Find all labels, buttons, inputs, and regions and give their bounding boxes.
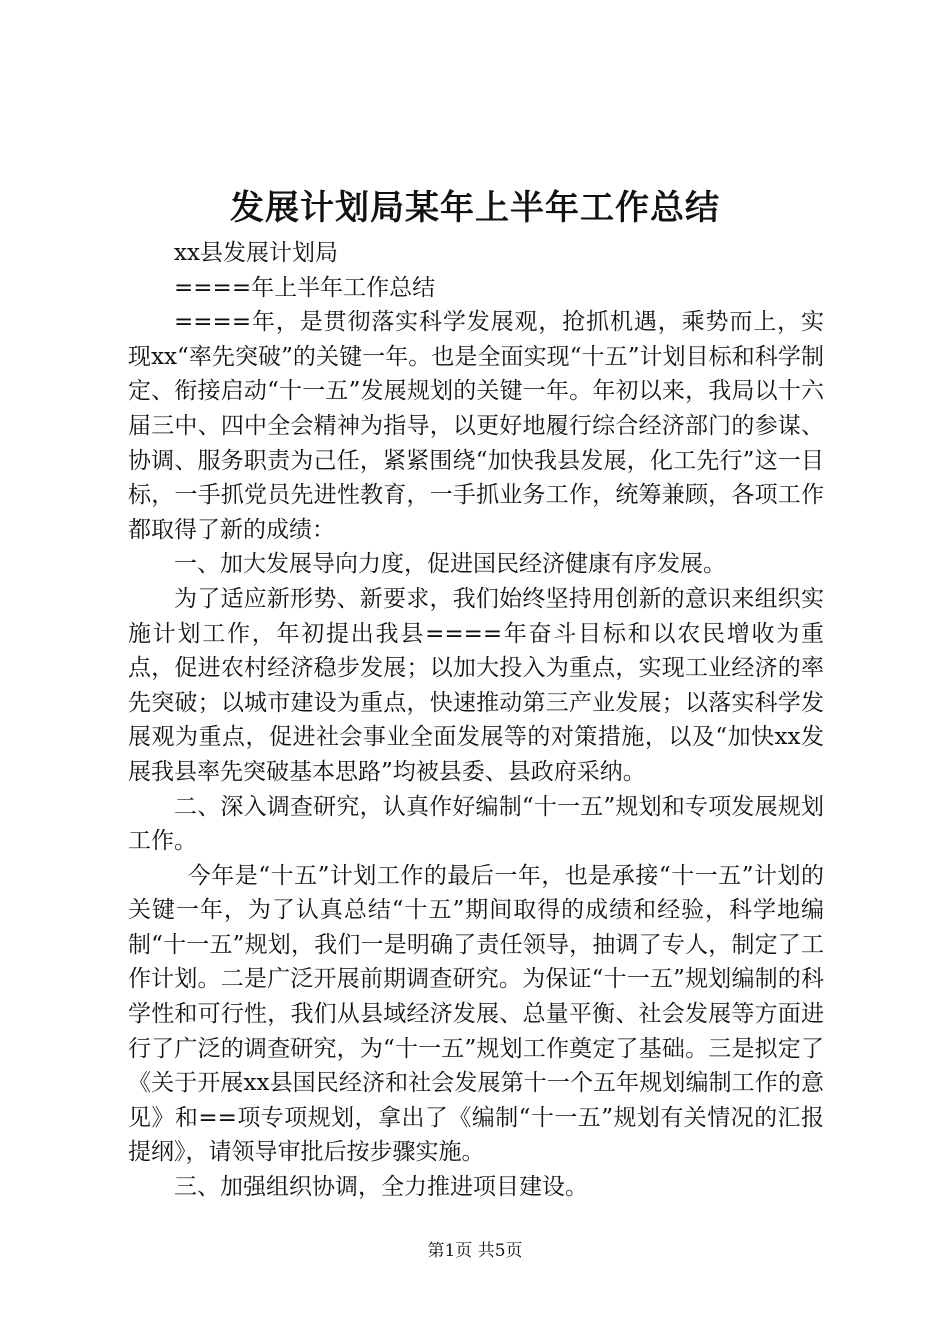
section-heading-1: 一、加大发展导向力度，促进国民经济健康有序发展。 bbox=[174, 551, 726, 578]
section-paragraph-2: 今年是“十五”计划工作的最后一年，也是承接“十一五”计划的关键一年，为了认真总结“十五”期间取得的成绩和经验，科学地编制“十一五”规划，我们一是明确了责任领导，抽调了专人，制定了工作计划。二是广泛开展前期调查研究。为保证“十一五”规划编制的科学性和可行性，我们从县域经济发展、总量平衡、社会发展等方面进行了广泛的调查研究，为“十一五”规划工作奠定了基础。三是拟定了《关于开展xx县国民经济和社会发展第十一个五年规划编制工作的意见》和==项专项规划，拿出了《编制“十一五”规划有关情况的汇报提纲》，请领导审批后按步骤实施。 bbox=[128, 862, 824, 1166]
document-title: 发展计划局某年上半年工作总结 bbox=[230, 188, 720, 228]
issuer-line: xx县发展计划局 bbox=[174, 240, 338, 266]
subtitle-line: ====年上半年工作总结 bbox=[174, 274, 436, 301]
page-footer: 第1页 共5页 bbox=[427, 1241, 523, 1261]
section-paragraph-1: 为了适应新形势、新要求，我们始终坚持用创新的意识来组织实施计划工作，年初提出我县====年奋斗目标和以农民增收为重点，促进农村经济稳步发展；以加大投入为重点，实现工业经济的率先突破；以城市建设为重点，快速推动第三产业发展；以落实科学发展观为重点，促进社会事业全面发展等的对策措施，以及“加快xx发展我县率先突破基本思路”均被县委、县政府采纳。 bbox=[128, 585, 824, 785]
section-heading-3: 三、加强组织协调，全力推进项目建设。 bbox=[174, 1174, 588, 1201]
document-body bbox=[128, 236, 824, 1205]
section-heading-2: 二、深入调查研究，认真作好编制“十一五”规划和专项发展规划工作。 bbox=[128, 793, 824, 855]
intro-paragraph: ====年，是贯彻落实科学发展观，抢抓机遇，乘势而上，实现xx“率先突破”的关键一年。也是全面实现“十五”计划目标和科学制定、衔接启动“十一五”发展规划的关键一年。年初以来，我局以十六届三中、四中全会精神为指导，以更好地履行综合经济部门的参谋、协调、服务职责为己任，紧紧围绕“加快我县发展，化工先行”这一目标，一手抓党员先进性教育，一手抓业务工作，统筹兼顾，各项工作都取得了新的成绩： bbox=[128, 309, 824, 543]
